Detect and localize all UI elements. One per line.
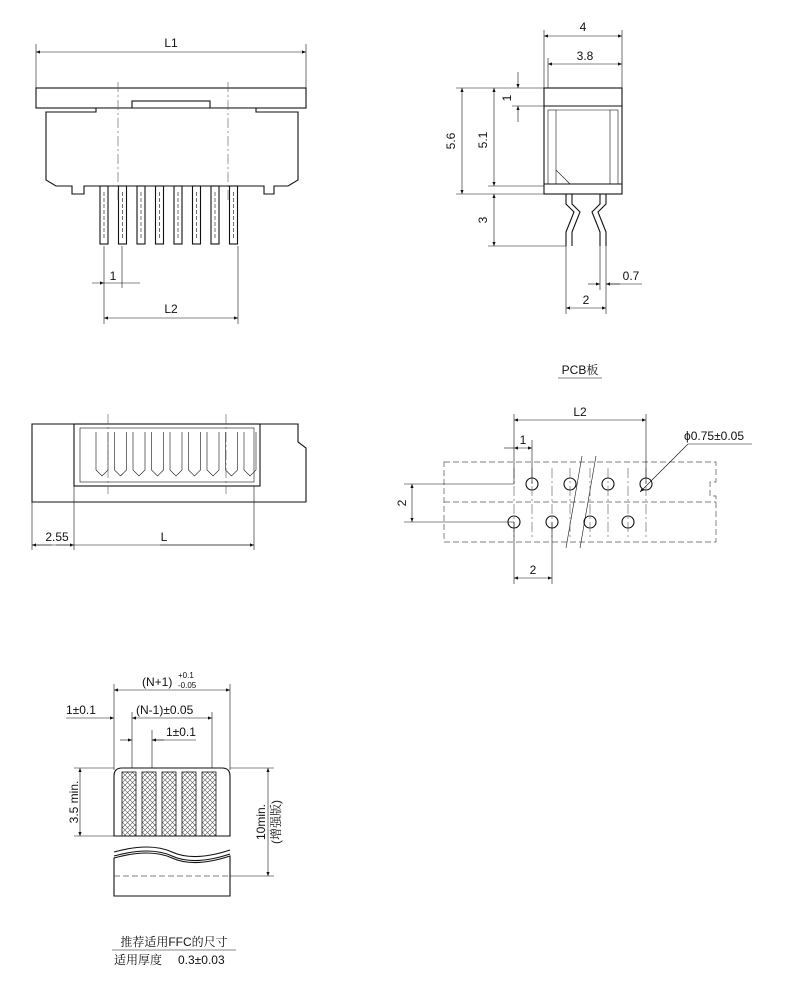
top-view	[32, 414, 306, 550]
front-view	[36, 36, 306, 324]
dim-height-56: 5.6	[444, 132, 458, 150]
ffc-contact	[142, 772, 156, 836]
ffc-pitch: 1±0.1	[166, 725, 196, 739]
ffc-edge: 1±0.1	[66, 703, 96, 717]
pcb-holes	[508, 468, 652, 538]
ffc-contact	[182, 772, 196, 836]
pcb-layout	[395, 362, 752, 584]
dim-offset-255: 2.55	[45, 530, 69, 544]
dim-width-4: 4	[579, 20, 587, 34]
ffc-contact	[162, 772, 176, 836]
dim-tail-2: 2	[582, 293, 590, 307]
ffc-note-title: 推荐适用FFC的尺寸	[120, 935, 228, 949]
ffc-contacts	[122, 772, 216, 836]
pcb-title: PCB板	[561, 363, 599, 377]
ffc-total-width: (N+1)	[142, 675, 173, 689]
ffc-span: (N-1)±0.05	[136, 703, 194, 717]
dim-pitch: 1	[109, 269, 117, 283]
dim-l2: L2	[164, 302, 178, 316]
side-view	[444, 20, 642, 314]
dim-tail-07: 0.7	[622, 269, 640, 283]
ffc-length: 10min.	[254, 803, 268, 841]
dim-height-1: 1	[500, 94, 514, 102]
ffc-total-tol-up: +0.1	[178, 671, 194, 680]
front-pins	[100, 186, 238, 244]
pcb-dim-row: 2	[395, 499, 409, 507]
ffc-reinforce: (增强版)	[269, 800, 283, 844]
ffc-total-tol-down: -0.05	[178, 681, 197, 690]
dim-height-51: 5.1	[476, 131, 490, 149]
dim-l1: L1	[164, 36, 178, 50]
ffc-contact	[122, 772, 136, 836]
dim-l: L	[160, 530, 168, 544]
pcb-dim-l2: L2	[573, 405, 587, 419]
ffc-insert-depth: 3.5 min.	[67, 780, 81, 824]
ffc-view	[66, 671, 283, 967]
ffc-note-thk-value: 0.3±0.03	[178, 953, 225, 967]
dim-tail-3: 3	[476, 216, 490, 224]
pcb-hole-dim: ϕ0.75±0.05	[684, 429, 745, 443]
pcb-dim-stagger: 2	[529, 563, 537, 577]
ffc-note-thk-label: 适用厚度	[114, 953, 163, 967]
pcb-dim-pitch: 1	[519, 433, 527, 447]
dim-width-38: 3.8	[576, 49, 594, 63]
ffc-contact	[202, 772, 216, 836]
